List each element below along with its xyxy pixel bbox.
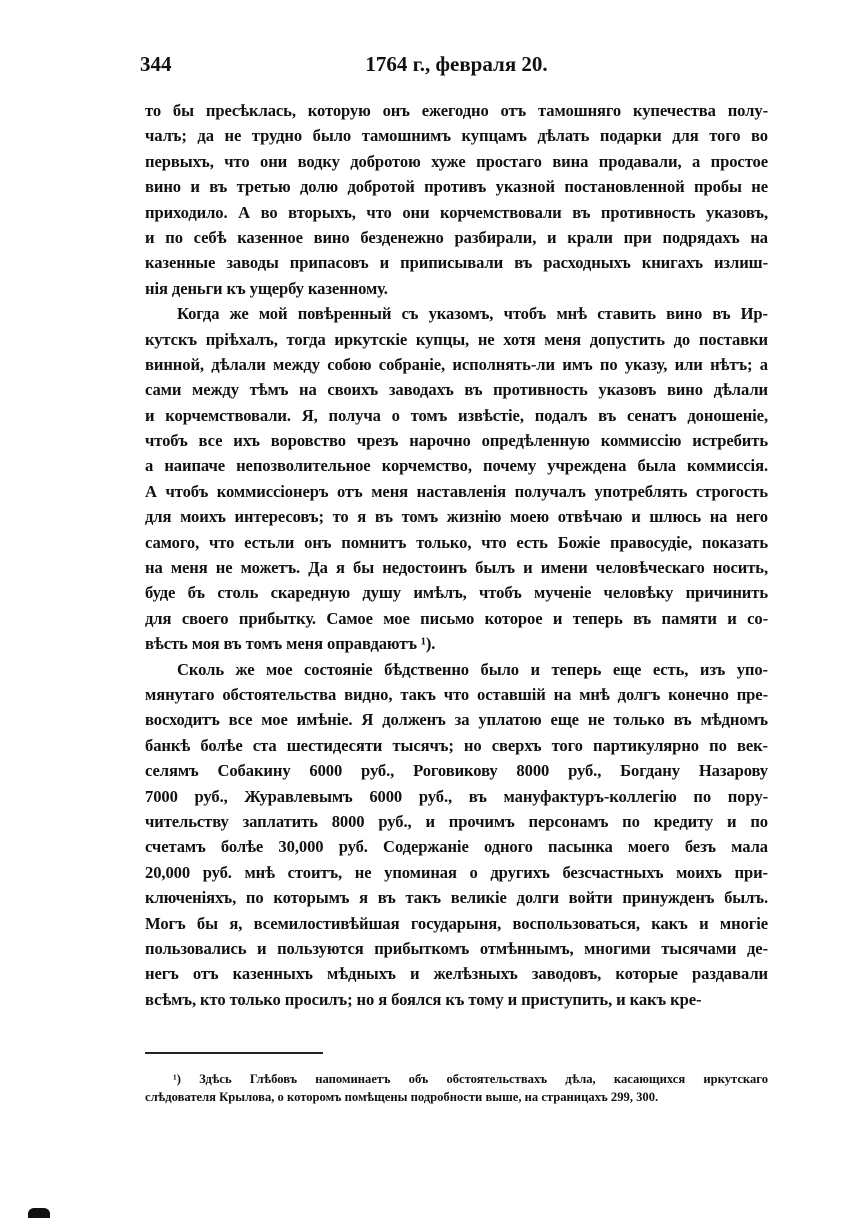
text-line: чалъ; да не трудно было тамошнимъ купцамъ дѣлать подарки для того во — [145, 126, 768, 146]
text-line: Сколь же мое состояніе бѣдственно было и теперь еще есть, изъ упо- — [177, 659, 768, 679]
footnote-line: ¹) Здѣсь Глѣбовъ напоминаетъ объ обстоятельствахъ дѣла, касающихся иркутскаго — [173, 1072, 768, 1086]
text-line: Когда же мой повѣренный съ указомъ, чтобъ мнѣ ставить вино въ Ир- — [177, 304, 768, 324]
footnote — [145, 1070, 768, 1106]
text-line: восходитъ все мое имѣніе. Я долженъ за уплатою еще не только въ мѣдномъ — [145, 710, 768, 730]
text-line: вѣсть моя въ томъ меня оправдаютъ ¹). — [145, 634, 436, 654]
text-line: вино и въ третью долю добротой противъ указной постановленной пробы не — [145, 177, 768, 197]
text-line: для своего прибытку. Самое мое письмо которое и теперь въ памяти и со- — [145, 608, 768, 628]
text-line: для моихъ интересовъ; то я въ томъ жизнію моею отвѣчаю и шлюсь на него — [145, 507, 768, 527]
text-line: мянутаго обстоятельства видно, такъ что оставшій на мнѣ долгъ конечно пре- — [145, 684, 768, 704]
text-line: банкѣ болѣе ста шестидесяти тысячъ; но сверхъ того партикулярно по век- — [145, 735, 768, 755]
text-line: на меня не можетъ. Да я бы недостоинъ былъ и имени человѣческаго носить, — [145, 558, 768, 578]
text-line: всѣмъ, кто только просилъ; но я боялся къ тому и приступить, и какъ кре- — [145, 989, 702, 1009]
text-line: нія деньги къ ущербу казенному. — [145, 278, 388, 298]
text-line: чтобъ все ихъ воровство чрезъ нарочно опредѣленную коммиссію истребить — [145, 431, 768, 451]
text-line: казенные заводы припасовъ и приписывали въ расходныхъ книгахъ излиш- — [145, 253, 768, 273]
text-line: самого, что естьли онъ помнитъ только, что есть Божіе правосудіе, показать — [145, 532, 768, 552]
text-line: сами между тѣмъ на своихъ заводахъ въ противность указовъ вино дѣлали — [145, 380, 768, 400]
text-line: кутскъ пріѣхалъ, тогда иркутскіе купцы, не хотя меня допустить до поставки — [145, 329, 768, 349]
text-line: негъ отъ казенныхъ мѣдныхъ и желѣзныхъ заводовъ, которые раздавали — [145, 964, 768, 984]
text-line: счетамъ болѣе 30,000 руб. Содержаніе одного пасынка моего безъ мала — [145, 837, 768, 857]
page-number: 344 — [140, 52, 172, 76]
text-line: то бы пресѣклась, которую онъ ежегодно отъ тамошняго купечества полу- — [145, 101, 768, 120]
text-line: ключеніяхъ, по которымъ я въ такъ великіе долги войти принужденъ былъ. — [145, 888, 768, 908]
text-line: 20,000 руб. мнѣ стоитъ, не упоминая о другихъ безсчастныхъ моихъ при- — [145, 862, 768, 882]
text-line: буде бъ столь скаредную душу имѣлъ, чтобъ мученіе человѣку причинить — [145, 583, 768, 603]
text-line: пользовались и пользуются прибыткомъ отмѣннымъ, многими тысячами де- — [145, 938, 768, 958]
text-line: и корчемствовали. Я, получа о томъ извѣстіе, подалъ въ сенатъ доношеніе, — [145, 405, 768, 425]
body-text — [145, 98, 768, 1012]
text-line: и по себѣ казенное вино безденежно разбирали, и крали при подрядахъ на — [145, 227, 768, 247]
text-line: чительству заплатить 8000 руб., и прочимъ персонамъ по кредиту и по — [145, 811, 768, 831]
running-head: 1764 г., февраля 20. — [365, 52, 548, 76]
text-line: А чтобъ коммиссіонеръ отъ меня наставленія получалъ употреблять строгость — [145, 481, 768, 501]
text-line: винной, дѣлали между собою собраніе, исполнять-ли имъ по указу, или нѣтъ; а — [145, 354, 768, 374]
text-line: приходило. А во вторыхъ, что они корчемствовали въ противность указовъ, — [145, 202, 768, 222]
text-line: 7000 руб., Журавлевымъ 6000 руб., въ мануфактуръ-коллегію по пору- — [145, 786, 768, 806]
text-line: первыхъ, что они водку добротою хуже простаго вина продавали, а простое — [145, 151, 768, 171]
footnote-divider — [145, 1052, 323, 1054]
footnote-line: слѣдователя Крылова, о которомъ помѣщены подробности выше, на страницахъ 299, 300. — [145, 1090, 659, 1104]
text-line: а наипаче непозволительное корчемство, почему учреждена была коммиссія. — [145, 456, 768, 476]
text-line: селямъ Собакину 6000 руб., Роговикову 8000 руб., Богдану Назарову — [145, 761, 768, 781]
scan-artifact — [28, 1208, 50, 1218]
text-line: Могъ бы я, всемилостивѣйшая государыня, воспользоваться, какъ и многіе — [145, 913, 768, 933]
